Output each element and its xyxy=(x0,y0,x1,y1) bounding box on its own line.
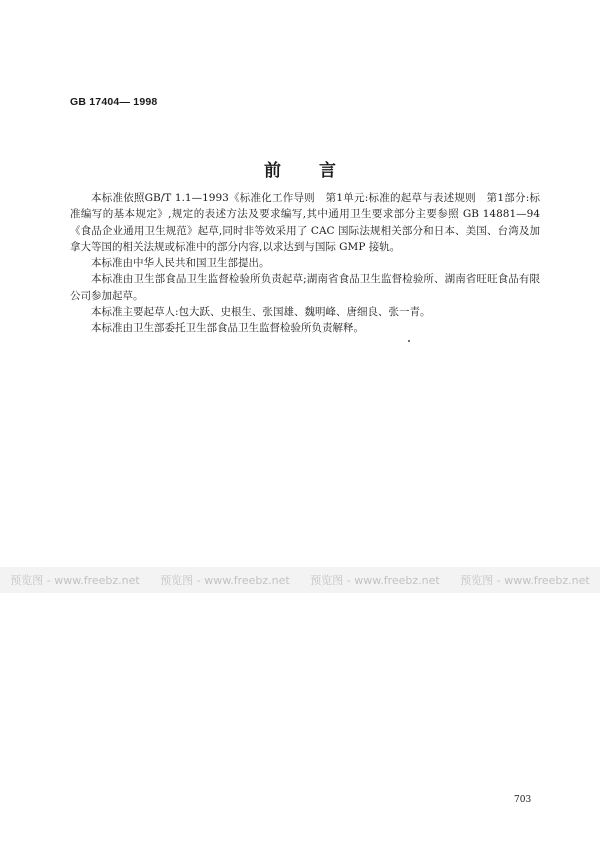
watermark-text: 预览图 - www.freebz.net xyxy=(10,574,140,587)
foreword-body xyxy=(70,190,540,337)
page-number: 703 xyxy=(514,795,532,805)
paragraph-interpretation: 本标准由卫生部委托卫生部食品卫生监督检验所负责解释。 xyxy=(91,322,364,335)
page-title: 前言 xyxy=(264,161,374,181)
paragraph-drafters: 本标准主要起草人:包大跃、史根生、张国雄、魏明峰、唐细良、张一青。 xyxy=(91,306,431,319)
watermark-text: 预览图 - www.freebz.net xyxy=(460,574,590,587)
paragraph-drafting-units: 本标准由卫生部食品卫生监督检验所负责起草;湖南省食品卫生监督检验所、湖南省旺旺食品有限公司参加起草。 xyxy=(70,273,540,302)
paragraph-proposer: 本标准由中华人民共和国卫生部提出。 xyxy=(91,257,270,270)
watermark-band xyxy=(0,567,600,593)
scan-speck xyxy=(408,340,410,342)
watermark-text: 预览图 - www.freebz.net xyxy=(310,574,440,587)
standard-code: GB 17404— 1998 xyxy=(70,96,158,108)
watermark-text: 预览图 - www.freebz.net xyxy=(160,574,290,587)
paragraph-drafting-basis: 本标准依照GB/T 1.1—1993《标准化工作导则 第1单元:标准的起草与表述规则 第1部分:标准编写的基本规定》,规定的表述方法及要求编写,其中通用卫生要求部分主要参照 GB 14881—94《食品企业通用卫生规范》起草,同时非等效采用了 CAC 国际法规相关部分和日本、美国、台湾及加拿大等国的相关法规或标准中的部分内容,以求达到与国际 GMP 接轨。 xyxy=(70,192,540,253)
